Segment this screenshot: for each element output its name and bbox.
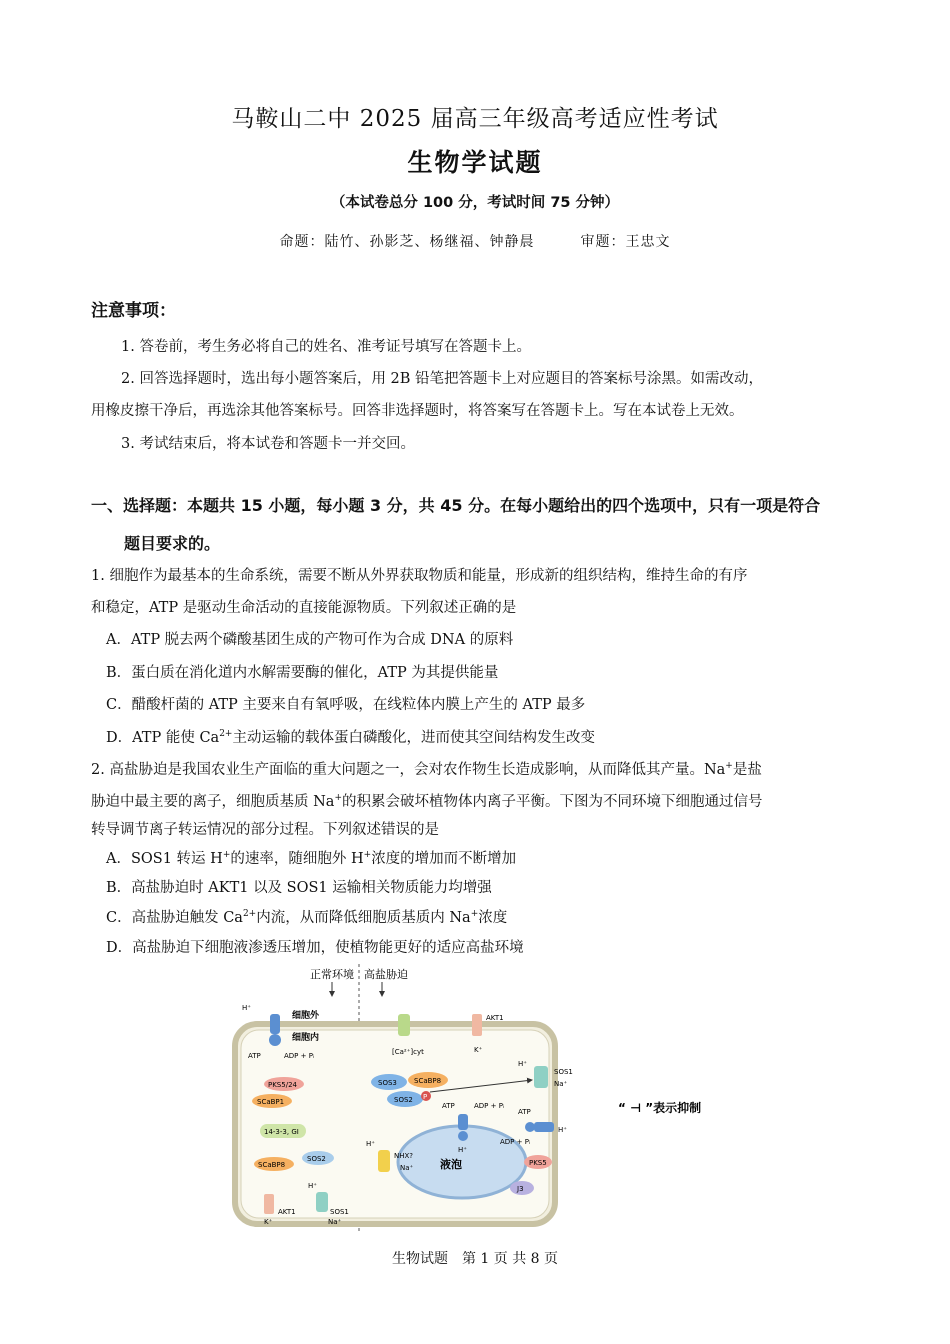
k-right-label: K⁺ bbox=[474, 1046, 483, 1054]
notice-item-3: 3. 考试结束后，将本试卷和答题卡一并交回。 bbox=[121, 436, 415, 452]
h-pump-left bbox=[270, 1014, 280, 1034]
q2-c-sup2: + bbox=[470, 909, 479, 919]
h-right-sos1: H⁺ bbox=[518, 1060, 527, 1068]
scabp1-label: SCaBP1 bbox=[257, 1098, 285, 1106]
sos3-label: SOS3 bbox=[378, 1079, 397, 1087]
q2-option-b: B．高盐胁迫时 AKT1 以及 SOS1 运输相关物质能力均增强 bbox=[106, 880, 492, 896]
sos1-left-label: SOS1 bbox=[330, 1208, 349, 1216]
q2-s2-a: 胁迫中最主要的离子，细胞质基质 Na bbox=[91, 794, 335, 810]
akt1-right-channel bbox=[472, 1014, 482, 1036]
authors-line bbox=[0, 231, 950, 251]
sos1-left-channel bbox=[316, 1192, 328, 1212]
j3-label: J3 bbox=[517, 1185, 524, 1193]
q2-s2-b: 的积累会破坏植物体内离子平衡。下图为不同环境下细胞通过信号 bbox=[342, 794, 763, 810]
adp-label-left: ADP + Pᵢ bbox=[284, 1052, 315, 1060]
akt1-left-channel bbox=[264, 1194, 274, 1214]
na-vacuole-label: Na⁺ bbox=[400, 1164, 414, 1172]
akt1-left-label: AKT1 bbox=[278, 1208, 296, 1216]
exam-title: 马鞍山二中 2025 届高三年级高考适应性考试 bbox=[231, 106, 719, 132]
q2-a-1: A．SOS1 转运 H bbox=[106, 851, 223, 867]
q2-s1-a: 2. 高盐胁迫是我国农业生产面临的重大问题之一，会对农作物生长造成影响，从而降低其产量。Na bbox=[91, 762, 726, 778]
q2-stem-line1 bbox=[91, 760, 861, 780]
notice-heading: 注意事项： bbox=[91, 301, 176, 321]
normal-env-label: 正常环境 bbox=[310, 968, 354, 981]
sos2-left-label: SOS2 bbox=[307, 1155, 326, 1163]
q1-option-b: B．蛋白质在消化道内水解需要酶的催化，ATP 为其提供能量 bbox=[106, 665, 499, 681]
atp-label-left: ATP bbox=[248, 1052, 261, 1060]
nhx-label: NHX? bbox=[394, 1152, 414, 1160]
notice-item-1: 1. 答卷前，考生务必将自己的姓名、准考证号填写在答题卡上。 bbox=[121, 339, 531, 355]
g1433-label: 14-3-3, GI bbox=[264, 1128, 299, 1136]
section-heading-line2: 题目要求的。 bbox=[124, 534, 221, 553]
q2-stem-line2 bbox=[91, 792, 861, 812]
q2-s1-b: 是盐 bbox=[732, 762, 762, 778]
q1-stem-line2: 和稳定，ATP 是驱动生命活动的直接能源物质。下列叙述正确的是 bbox=[91, 600, 517, 616]
q2-s1-sup: + bbox=[725, 761, 733, 771]
pks524-label: PKS5/24 bbox=[268, 1081, 297, 1089]
q2-option-d: D．高盐胁迫下细胞液渗透压增加，使植物能更好的适应高盐环境 bbox=[106, 940, 524, 956]
k-left-label: K⁺ bbox=[264, 1218, 273, 1226]
sos2-right-label: SOS2 bbox=[394, 1096, 413, 1104]
nhx-transporter bbox=[378, 1150, 390, 1172]
cell-signaling-diagram bbox=[232, 962, 732, 1237]
phospho-p-label: P bbox=[423, 1093, 428, 1101]
q1-d-text-2: 主动运输的载体蛋白磷酸化，进而使其空间结构发生改变 bbox=[232, 730, 595, 746]
subject-title: 生物学试题 bbox=[407, 148, 543, 177]
sos1-right-channel bbox=[534, 1066, 548, 1088]
high-salt-label: 高盐胁迫 bbox=[364, 968, 408, 981]
q2-stem-line3: 转导调节离子转运情况的部分过程。下列叙述错误的是 bbox=[91, 822, 439, 838]
q1-d-sup: 2+ bbox=[219, 729, 233, 739]
q1-d-text-1: D．ATP 能使 Ca bbox=[106, 730, 220, 746]
page-footer: 生物试题 第 1 页 共 8 页 bbox=[391, 1251, 559, 1267]
atp-vacuole-label: ATP bbox=[442, 1102, 455, 1110]
sos1-right-label: SOS1 bbox=[554, 1068, 573, 1076]
na-left-label: Na⁺ bbox=[328, 1218, 342, 1226]
adp-vacuole-label: ADP + Pᵢ bbox=[474, 1102, 505, 1110]
h-pump-right-head bbox=[525, 1122, 535, 1132]
scabp8-left-label: SCaBP8 bbox=[258, 1161, 286, 1169]
h-nhx-label: H⁺ bbox=[366, 1140, 375, 1148]
q2-a-3: 浓度的增加而不断增加 bbox=[371, 851, 517, 867]
q2-c-sup1: 2+ bbox=[242, 909, 257, 919]
q2-option-c bbox=[106, 908, 876, 928]
q2-a-sup1: + bbox=[222, 850, 231, 860]
h-left-bottom: H⁺ bbox=[308, 1182, 317, 1190]
q2-a-2: 的速率，随细胞外 H bbox=[230, 851, 364, 867]
notice-item-2-line2: 用橡皮擦干净后，再选涂其他答案标号。回答非选择题时，将答案写在答题卡上。写在本试卷上无效。 bbox=[91, 403, 744, 419]
h-vacuole-label: H⁺ bbox=[458, 1146, 467, 1154]
inhibit-legend: “ ⊣ ”表示抑制 bbox=[618, 1101, 702, 1115]
authors: 命题：陆竹、孙影芝、杨继福、钟静晨 bbox=[279, 234, 535, 250]
q1-stem-line1: 1. 细胞作为最基本的生命系统，需要不断从外界获取物质和能量，形成新的组织结构，维持生命的有序 bbox=[91, 568, 748, 584]
q2-c-3: 浓度 bbox=[478, 910, 508, 926]
exam-subtitle: （本试卷总分 100 分，考试时间 75 分钟） bbox=[330, 195, 620, 211]
inside-label: 细胞内 bbox=[292, 1033, 320, 1043]
outside-label: 细胞外 bbox=[292, 1011, 320, 1021]
h-label-top: H⁺ bbox=[242, 1004, 251, 1012]
akt1-right-label: AKT1 bbox=[486, 1014, 504, 1022]
atp-right-label: ATP bbox=[518, 1108, 531, 1116]
scabp8-right-label: SCaBP8 bbox=[414, 1077, 442, 1085]
q1-option-d bbox=[106, 728, 876, 748]
q2-a-sup2: + bbox=[363, 850, 372, 860]
vacuole-label: 液泡 bbox=[440, 1158, 462, 1171]
notice-item-2-line1: 2. 回答选择题时，选出每小题答案后，用 2B 铅笔把答题卡上对应题目的答案标号涂黑。如需改动， bbox=[121, 371, 764, 387]
reviewer: 审题：王忠文 bbox=[580, 234, 671, 250]
q2-option-a bbox=[106, 849, 876, 869]
h-pump-right bbox=[534, 1122, 554, 1132]
ca-cyt-label: [Ca²⁺]cyt bbox=[392, 1048, 424, 1056]
pks5-label: PKS5 bbox=[529, 1159, 547, 1167]
q2-c-2: 内流，从而降低细胞质基质内 Na bbox=[256, 910, 471, 926]
section-heading-line1: 一、选择题：本题共 15 小题，每小题 3 分，共 45 分。在每小题给出的四个选项中，只有一项是符合 bbox=[91, 496, 821, 515]
ca-channel bbox=[398, 1014, 410, 1036]
vacuole-pump-head bbox=[458, 1131, 468, 1141]
q1-option-a: A．ATP 脱去两个磷酸基团生成的产物可作为合成 DNA 的原料 bbox=[106, 632, 514, 648]
na-right-sos1: Na⁺ bbox=[554, 1080, 568, 1088]
q1-option-c: C．醋酸杆菌的 ATP 主要来自有氧呼吸，在线粒体内膜上产生的 ATP 最多 bbox=[106, 697, 586, 713]
h-pump-head bbox=[269, 1034, 281, 1046]
adp-right-label: ADP + Pᵢ bbox=[500, 1138, 531, 1146]
q2-s2-sup: + bbox=[334, 793, 342, 803]
vacuole-pump bbox=[458, 1114, 468, 1130]
q2-c-1: C．高盐胁迫触发 Ca bbox=[106, 910, 243, 926]
h-right-pump-label: H⁺ bbox=[558, 1126, 567, 1134]
